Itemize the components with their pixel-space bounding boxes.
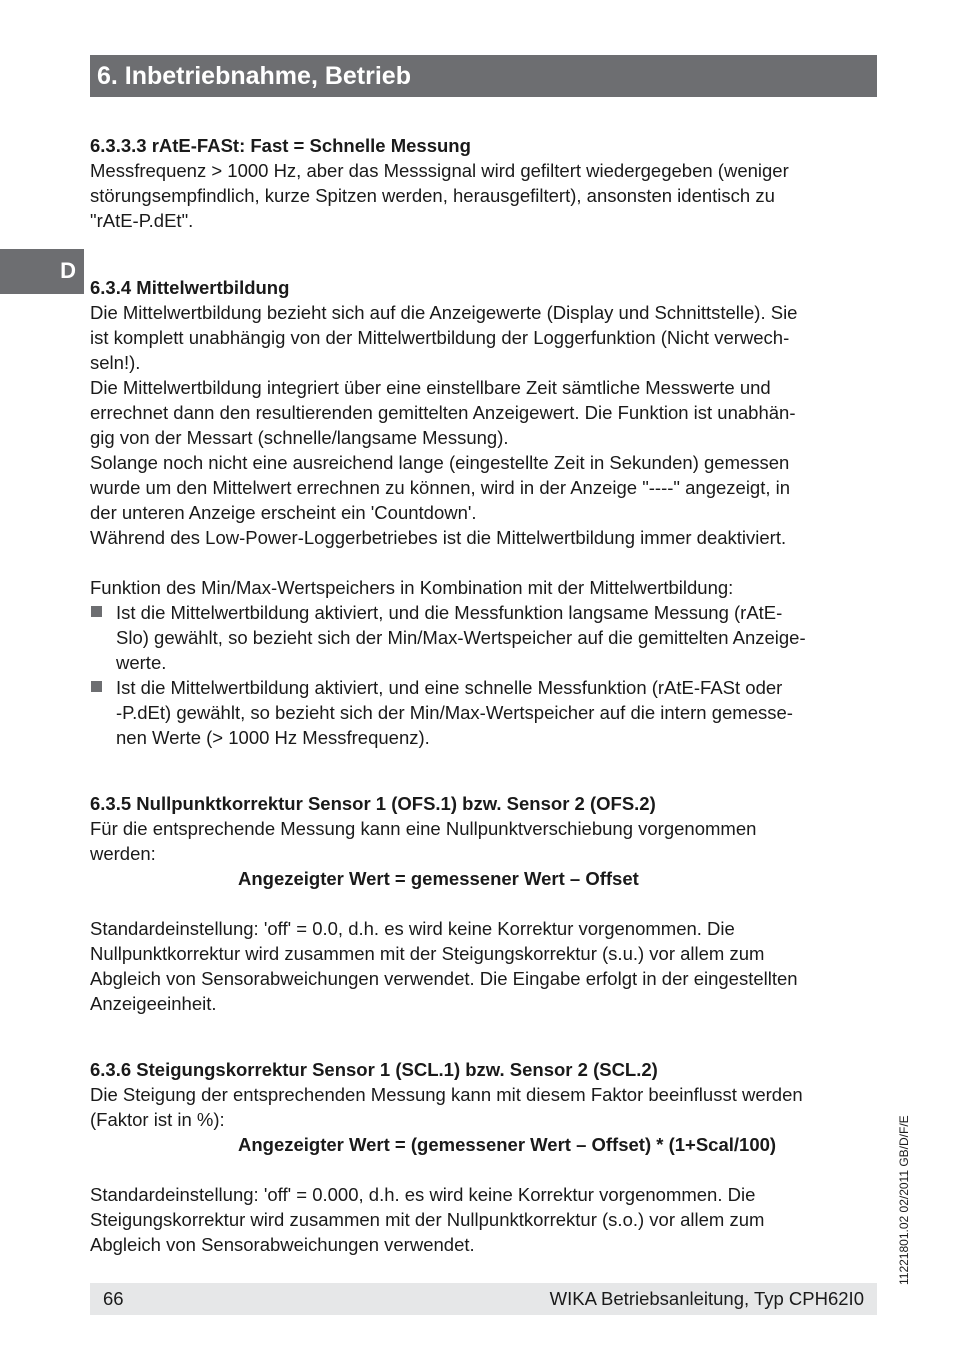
list-item <box>90 600 877 675</box>
offset-formula: Angezeigter Wert = gemessener Wert – Offset <box>238 868 639 889</box>
text-line: Abgleich von Sensorabweichungen verwendet. <box>90 1234 475 1255</box>
section-heading-634: 6.3.4 Mittelwertbildung <box>90 277 290 298</box>
text-line: Ist die Mittelwertbildung aktiviert, und eine schnelle Messfunktion (rAtE-FASt oder <box>116 677 783 698</box>
page-number: 66 <box>103 1288 124 1309</box>
scale-formula: Angezeigter Wert = (gemessener Wert – Offset) * (1+Scal/100) <box>238 1134 777 1155</box>
document-title: WIKA Betriebsanleitung, Typ CPH62I0 <box>549 1288 864 1309</box>
text-line: errechnet dann den resultierenden gemittelten Anzeigewert. Die Funktion ist unabhän- <box>90 402 796 423</box>
bullet-list <box>90 600 877 750</box>
text-line: Anzeigeeinheit. <box>90 993 217 1014</box>
text-line: Die Steigung der entsprechenden Messung kann mit diesem Faktor beeinflusst werden <box>90 1084 803 1105</box>
chapter-title: 6. Inbetriebnahme, Betrieb <box>90 55 877 97</box>
text-line: (Faktor ist in %): <box>90 1109 225 1130</box>
square-bullet-icon <box>91 681 102 692</box>
text-line: seln!). <box>90 352 141 373</box>
document-code: 11221801.02 02/2011 GB/D/F/E <box>897 1115 911 1285</box>
text-line: störungsempfindlich, kurze Spitzen werden, herausgefiltert), ansonsten identisch zu <box>90 185 775 206</box>
text-line: Für die entsprechende Messung kann eine Nullpunktverschiebung vorgenommen <box>90 818 757 839</box>
page-footer <box>90 1283 877 1315</box>
text-line: Abgleich von Sensorabweichungen verwendet. Die Eingabe erfolgt in der eingestellten <box>90 968 798 989</box>
text-line: Slo) gewählt, so bezieht sich der Min/Max-Wertspeicher auf die gemittelten Anzeige- <box>116 627 806 648</box>
text-line: werden: <box>90 843 156 864</box>
text-line: Standardeinstellung: 'off' = 0.0, d.h. es wird keine Korrektur vorgenommen. Die <box>90 918 735 939</box>
page-content <box>90 133 877 1257</box>
text-line: gig von der Messart (schnelle/langsame Messung). <box>90 427 509 448</box>
text-line: Steigungskorrektur wird zusammen mit der Nullpunktkorrektur (s.o.) vor allem zum <box>90 1209 765 1230</box>
text-line: Messfrequenz > 1000 Hz, aber das Messsignal wird gefiltert wiedergegeben (weniger <box>90 160 789 181</box>
text-line: "rAtE-P.dEt". <box>90 210 194 231</box>
text-line: werte. <box>116 652 167 673</box>
text-line: Standardeinstellung: 'off' = 0.000, d.h. es wird keine Korrektur vorgenommen. Die <box>90 1184 756 1205</box>
section-heading-635: 6.3.5 Nullpunktkorrektur Sensor 1 (OFS.1) bzw. Sensor 2 (OFS.2) <box>90 793 656 814</box>
text-line: nen Werte (> 1000 Hz Messfrequenz). <box>116 727 430 748</box>
language-tab: D <box>0 249 84 294</box>
text-line: Ist die Mittelwertbildung aktiviert, und die Messfunktion langsame Messung (rAtE- <box>116 602 783 623</box>
text-line: Die Mittelwertbildung integriert über eine einstellbare Zeit sämtliche Messwerte und <box>90 377 771 398</box>
section-heading-6333: 6.3.3.3 rAtE-FASt: Fast = Schnelle Messung <box>90 135 471 156</box>
square-bullet-icon <box>91 606 102 617</box>
text-line: Nullpunktkorrektur wird zusammen mit der Steigungskorrektur (s.u.) vor allem zum <box>90 943 765 964</box>
text-line: Solange noch nicht eine ausreichend lange (eingestellte Zeit in Sekunden) gemessen <box>90 452 790 473</box>
text-line: ist komplett unabhängig von der Mittelwertbildung der Loggerfunktion (Nicht verwech- <box>90 327 790 348</box>
text-line: wurde um den Mittelwert errechnen zu können, wird in der Anzeige "----" angezeigt, in <box>90 477 791 498</box>
minmax-intro: Funktion des Min/Max-Wertspeichers in Kombination mit der Mittelwertbildung: <box>90 577 734 598</box>
text-line: Die Mittelwertbildung bezieht sich auf die Anzeigewerte (Display und Schnittstelle). Sie <box>90 302 798 323</box>
section-heading-636: 6.3.6 Steigungskorrektur Sensor 1 (SCL.1) bzw. Sensor 2 (SCL.2) <box>90 1059 658 1080</box>
list-item <box>90 675 877 750</box>
text-line: Während des Low-Power-Loggerbetriebes ist die Mittelwertbildung immer deaktiviert. <box>90 527 787 548</box>
text-line: -P.dEt) gewählt, so bezieht sich der Min/Max-Wertspeicher auf die intern gemesse- <box>116 702 793 723</box>
text-line: der unteren Anzeige erscheint ein 'Countdown'. <box>90 502 477 523</box>
